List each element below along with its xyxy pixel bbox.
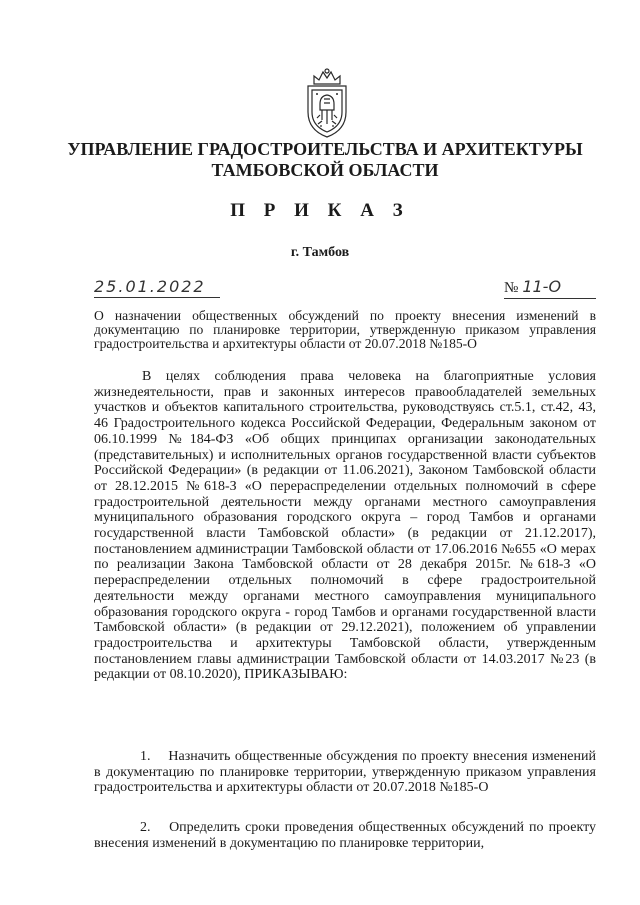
organization-name-line-2: ТАМБОВСКОЙ ОБЛАСТИ	[211, 160, 439, 180]
list-item-text: Назначить общественные обсуждения по проекту внесения изменений в документацию по планировке территории, утвержденную приказом управления градостроительства и архитектуры области от 20.07.2018 №185-О	[94, 749, 596, 796]
order-number-field	[504, 277, 596, 299]
order-date: 25.01.2022	[94, 277, 220, 298]
list-item	[94, 749, 596, 796]
document-city: г. Тамбов	[290, 245, 350, 260]
list-item-text: Определить сроки проведения общественных обсуждений по проекту внесения изменений в документацию по планировке территории,	[94, 820, 596, 851]
document-type-title: П Р И К А З	[230, 200, 410, 221]
list-item-number: 1.	[140, 749, 151, 764]
list-item	[94, 820, 596, 851]
organization-name-line-1: УПРАВЛЕНИЕ ГРАДОСТРОИТЕЛЬСТВА И АРХИТЕКТУРЫ	[67, 139, 583, 159]
tambov-coat-of-arms-icon	[300, 66, 354, 140]
number-sign: №	[504, 280, 519, 296]
preamble-paragraph: В целях соблюдения права человека на благоприятные условия жизнедеятельности, прав и законных интересов правообладателей земельных участков и объектов капитального строительства, руководствуясь ст.5.1, ст.42, 43, 46 Градостроительного кодекса Российской Федерации, Федеральным законом от 06.10.1999 №184-ФЗ «Об общих принципах организации законодательных (представительных) и исполнительных органов государственной власти субъектов Российской Федерации» (в редакции от 11.06.2021), Законом Тамбовской области от 28.12.2015 №618-З «О перераспределении отдельных полномочий в сфере градостроительной деятельности между органами местного самоуправления муниципального образования городского округа – город Тамбов и органами государственной власти Тамбовской области» (в редакции от 21.12.2017), постановлением администрации Тамбовской области от 17.06.2016 №655 «О мерах по реализации Закона Тамбовской области от 28 декабря 2015г. №618-З «О перераспределении отдельных полномочий в сфере градостроительной деятельности между органами местного самоуправления муниципального образования городского округа - город Тамбов и органами государственной власти Тамбовской области» (в редакции от 29.12.2021), положением об управлении градостроительства и архитектуры Тамбовской области, утвержденным постановлением главы администрации Тамбовской области от 14.03.2017 №23 (в редакции от 08.10.2020), ПРИКАЗЫВАЮ:	[94, 369, 596, 683]
list-item-number: 2.	[140, 820, 151, 835]
order-number: 11-О	[522, 277, 562, 296]
order-subject: О назначении общественных обсуждений по проекту внесения изменений в документацию по планировке территории, утвержденную приказом управления градостроительства и архитектуры области от 20.07.2018 №185-О	[94, 308, 596, 351]
